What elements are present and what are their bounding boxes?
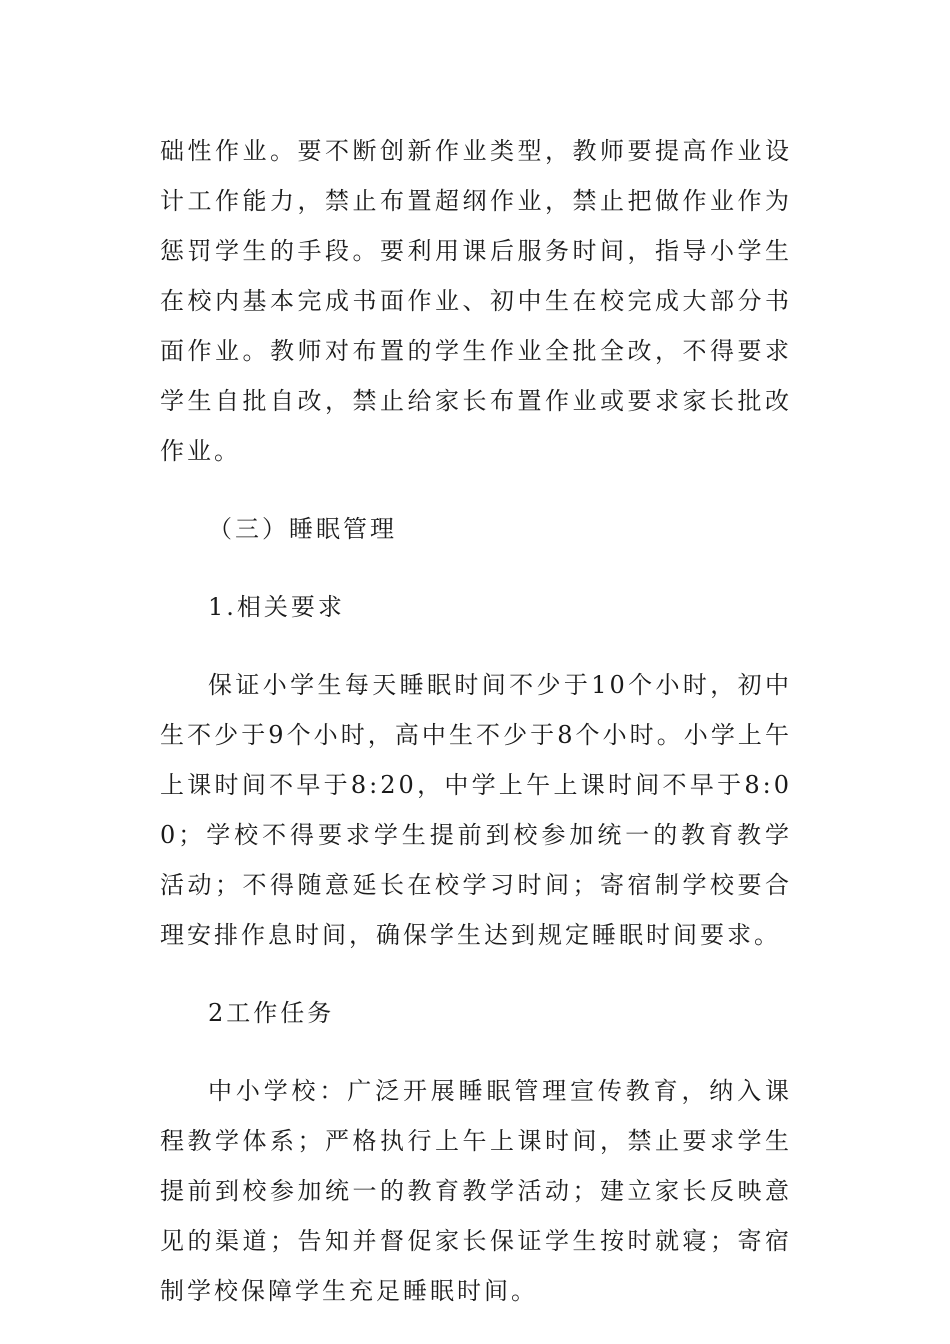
spacer — [160, 1038, 792, 1066]
subheading-tasks: 2工作任务 — [208, 999, 335, 1027]
spacer — [160, 476, 792, 504]
spacer — [160, 554, 792, 582]
document-body — [160, 126, 792, 1316]
section-heading-sleep-management: （三）睡眠管理 — [208, 515, 397, 543]
subheading-requirements: 1.相关要求 — [208, 593, 345, 621]
paragraph-tasks: 中小学校：广泛开展睡眠管理宣传教育，纳入课程教学体系；严格执行上午上课时间，禁止要求学生提前到校参加统一的教育教学活动；建立家长反映意见的渠道；告知并督促家长保证学生按时就寝；寄宿制学校保障学生充足睡眠时间。 — [160, 1077, 792, 1305]
paragraph-requirements: 保证小学生每天睡眠时间不少于10个小时，初中生不少于9个小时，高中生不少于8个小时。小学上午上课时间不早于8:20，中学上午上课时间不早于8:00；学校不得要求学生提前到校参加统一的教育教学活动；不得随意延长在校学习时间；寄宿制学校要合理安排作息时间，确保学生达到规定睡眠时间要求。 — [160, 671, 792, 949]
paragraph-homework: 础性作业。要不断创新作业类型，教师要提高作业设计工作能力，禁止布置超纲作业，禁止把做作业作为惩罚学生的手段。要利用课后服务时间，指导小学生在校内基本完成书面作业、初中生在校完成大部分书面作业。教师对布置的学生作业全批全改，不得要求学生自批自改，禁止给家长布置作业或要求家长批改作业。 — [160, 137, 792, 465]
spacer — [160, 632, 792, 660]
spacer — [160, 960, 792, 988]
